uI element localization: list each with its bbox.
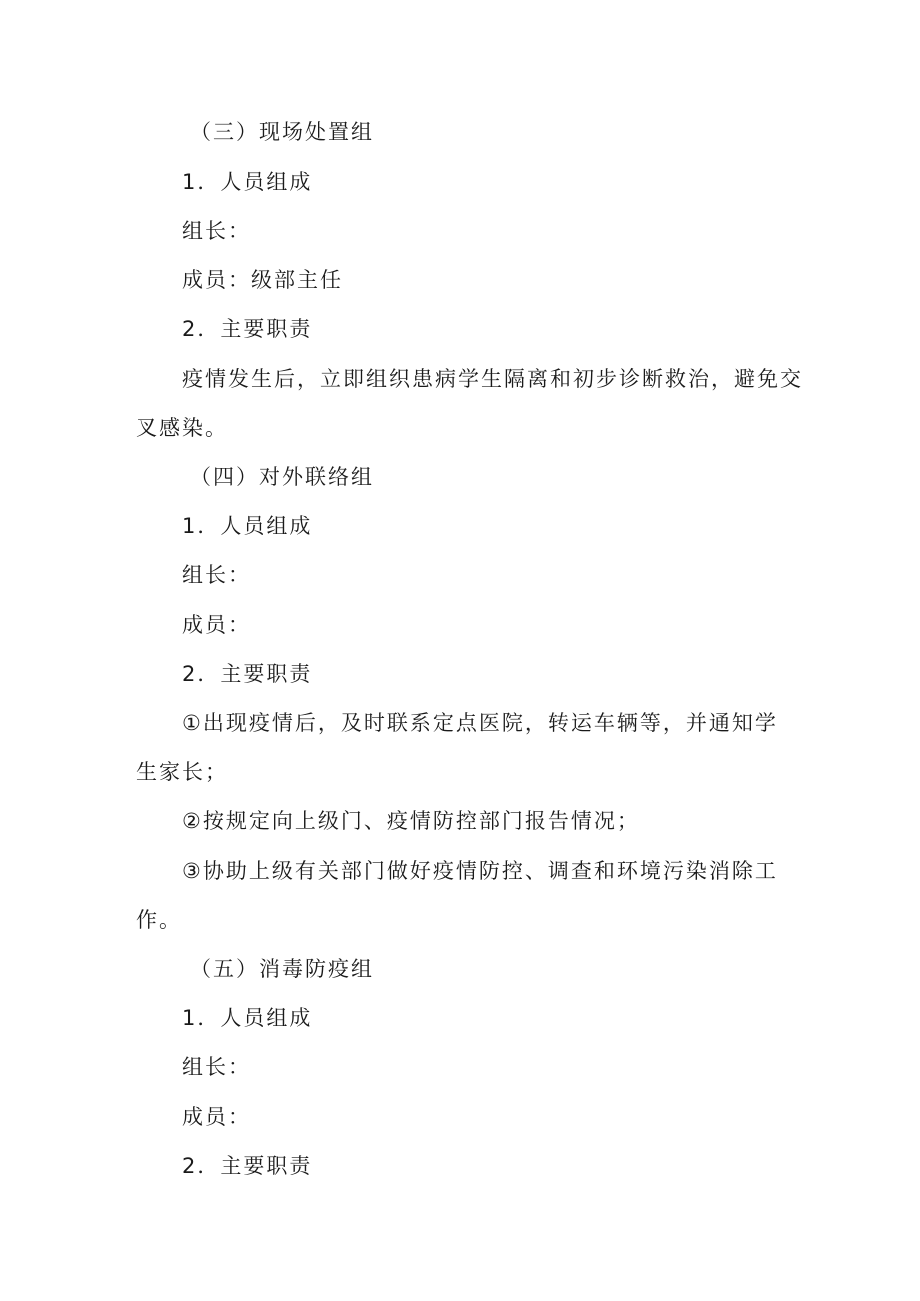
group-members-line: 成员：: [182, 1105, 251, 1129]
subheading-duties: 2．主要职责: [182, 1154, 313, 1178]
duty-item-1-continuation: 生家长；: [136, 760, 228, 784]
group-members-line: 成员：级部主任: [182, 268, 343, 292]
group-leader-line: 组长：: [182, 1055, 251, 1079]
subheading-members: 1．人员组成: [182, 170, 313, 194]
subheading-duties: 2．主要职责: [182, 317, 313, 341]
duty-item-2: ②按规定向上级门、疫情防控部门报告情况；: [182, 809, 640, 833]
subheading-members: 1．人员组成: [182, 514, 313, 538]
section-heading-4: （四）对外联络组: [190, 465, 374, 489]
duty-item-3: ③协助上级有关部门做好疫情防控、调查和环境污染消除工: [182, 859, 778, 883]
duty-item-3-continuation: 作。: [136, 908, 182, 932]
duty-item-1: ①出现疫情后，及时联系定点医院，转运车辆等，并通知学: [182, 711, 778, 735]
duty-paragraph-line: 疫情发生后，立即组织患病学生隔离和初步诊断救治，避免交: [182, 367, 803, 391]
subheading-members: 1．人员组成: [182, 1006, 313, 1030]
duty-paragraph-continuation: 叉感染。: [136, 416, 228, 440]
subheading-duties: 2．主要职责: [182, 662, 313, 686]
group-leader-line: 组长：: [182, 563, 251, 587]
section-heading-3: （三）现场处置组: [190, 120, 374, 144]
group-leader-line: 组长：: [182, 219, 251, 243]
group-members-line: 成员：: [182, 613, 251, 637]
section-heading-5: （五）消毒防疫组: [190, 957, 374, 981]
